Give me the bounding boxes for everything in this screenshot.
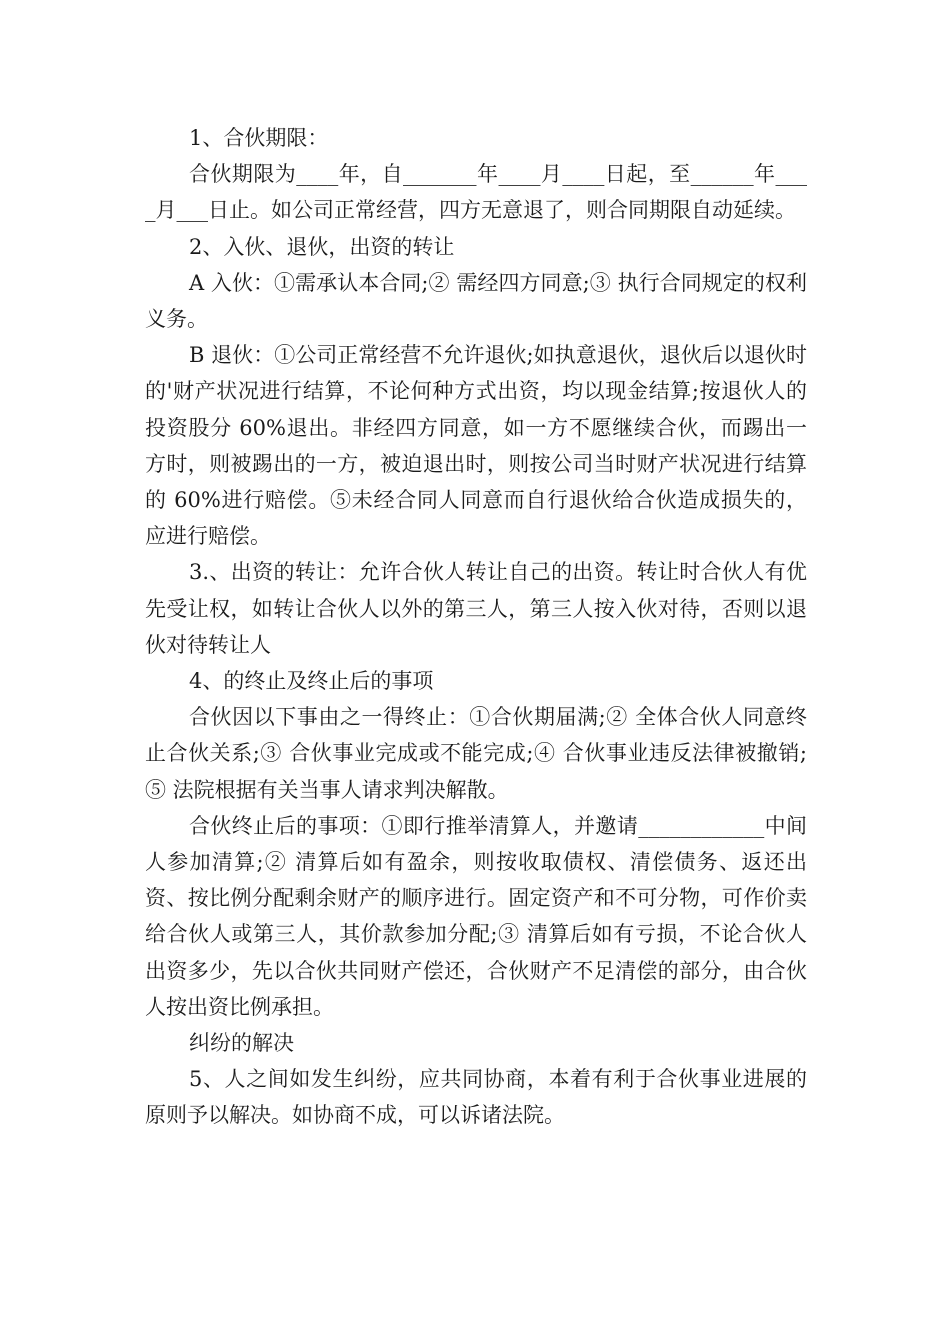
paragraph-dispute-resolution: 5、人之间如发生纠纷，应共同协商，本着有利于合伙事业进展的原则予以解决。如协商不成，可以诉诸法院。	[145, 1067, 807, 1128]
paragraph-capital-transfer: 3.、出资的转让：允许合伙人转让自己的出资。转让时合伙人有优先受让权，如转让合伙人以外的第三人，第三人按入伙对待，否则以退伙对待转让人	[145, 560, 807, 657]
paragraph-withdrawal: B 退伙：①公司正常经营不允许退伙;如执意退伙，退伙后以退伙时的'财产状况进行结算，不论何种方式出资，均以现金结算;按退伙人的投资股分 60%退出。非经四方同意，如一方不愿继续合伙，而踢出一方时，则被踢出的一方，被迫退出时，则按公司当时财产状况进行结算的 60%进行赔偿。⑤未经合同人同意而自行退伙给合伙造成损失的，应进行赔偿。	[145, 343, 807, 549]
document-body	[145, 120, 807, 1134]
paragraph-term-period: 合伙期限为____年，自_______年____月____日起，至______年____月___日止。如公司正常经营，四方无意退了，则合同期限自动延续。	[145, 162, 807, 223]
section-heading-termination: 4、的终止及终止后的事项	[189, 669, 434, 694]
paragraph-admission: A 入伙：①需承认本合同;② 需经四方同意;③ 执行合同规定的权利义务。	[145, 270, 807, 332]
section-heading-admission-withdrawal: 2、入伙、退伙，出资的转让	[189, 234, 455, 259]
paragraph-post-termination: 合伙终止后的事项：①即行推举清算人，并邀请____________中间人参加清算;② 清算后如有盈余，则按收取债权、清偿债务、返还出资、按比例分配剩余财产的顺序进行。固定资产和不可分物，可作价卖给合伙人或第三人，其价款参加分配;③ 清算后如有亏损，不论合伙人出资多少，先以合伙共同财产偿还，合伙财产不足清偿的部分，由合伙人按出资比例承担。	[145, 813, 807, 1019]
section-heading-dispute: 纠纷的解决	[189, 1031, 294, 1056]
paragraph-termination-causes: 合伙因以下事由之一得终止：①合伙期届满;② 全体合伙人同意终止合伙关系;③ 合伙事业完成或不能完成;④ 合伙事业违反法律被撤销;⑤ 法院根据有关当事人请求判决解散。	[145, 705, 807, 802]
section-heading-term: 1、合伙期限：	[189, 126, 329, 150]
